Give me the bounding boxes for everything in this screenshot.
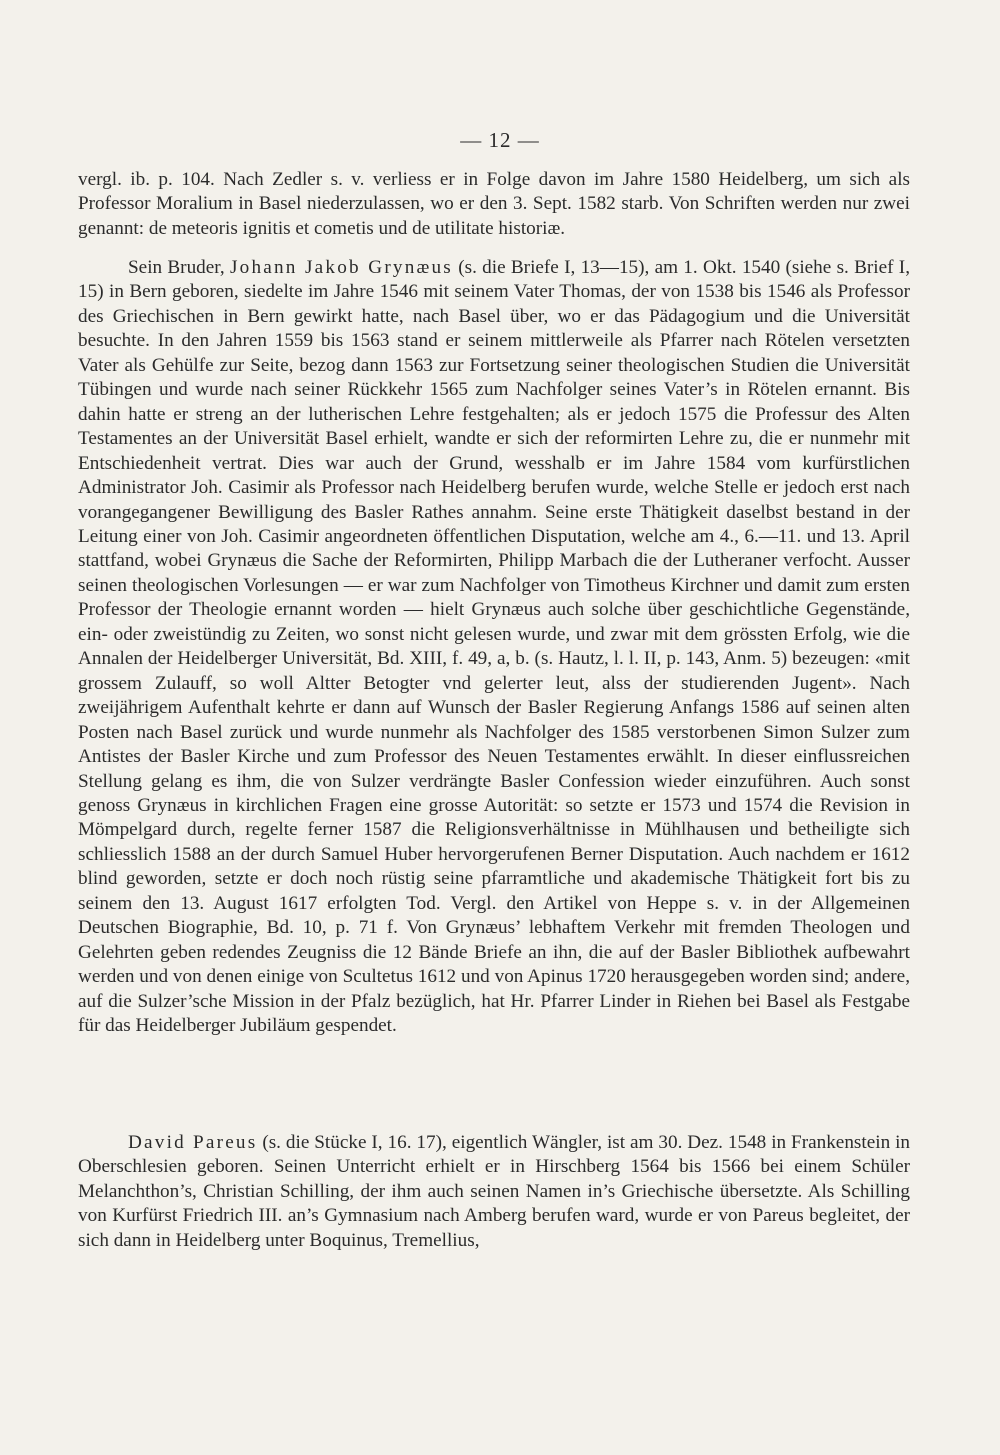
paragraph-text: (s. die Stücke I, 16. 17), eigentlich Wängler, ist am 30. Dez. 1548 in Frankenstein in Oberschlesien geboren. Seinen Unterricht erhielt er in Hirschberg 1564 bis 1566 bei einem Schüler Melanchthon’s, Christian Schilling, der ihm auch seinen Namen in’s Griechische übersetzte. Als Schilling von Kurfürst Friedrich III. an’s Gymnasium nach Amberg berufen ward, wurde er von Pareus begleitet, der sich dann in Heidelberg unter Boquinus, Tremellius,	[78, 1132, 911, 1251]
paragraph-text: (s. die Briefe I, 13—15), am 1. Okt. 1540 (siehe s. Brief I, 15) in Bern geboren, siedelte im Jahre 1546 mit seinem Vater Thomas, der von 1538 bis 1546 als Professor des Griechischen in Bern gewirkt hatte, nach Basel über, wo er das Pädagogium und die Universität besuchte. In den Jahren 1559 bis 1563 stand er seinem mittlerweile als Pfarrer nach Rötelen versetzten Vater als Gehülfe zur Seite, bezog dann 1563 zur Fortsetzung seiner theologischen Studien die Universität Tübingen und wurde nach seiner Rückkehr 1565 zum Nachfolger seines Vater’s in Rötelen ernannt. Bis dahin hatte er streng an der lutherischen Lehre festgehalten; als er jedoch 1575 die Professur des Alten Testamentes an der Universität Basel erhielt, wandte er sich der reformirten Lehre zu, die er nunmehr mit Entschiedenheit vertrat. Dies war auch der Grund, wesshalb er im Jahre 1584 vom kurfürstlichen Administrator Joh. Casimir als Professor nach Heidelberg berufen wurde, welche Stelle er jedoch erst nach vorangegangener Bewilligung des Basler Rathes annahm. Seine erste Thätigkeit daselbst bestand in der Leitung einer von Joh. Casimir angeordneten öffentlichen Disputation, welche am 4., 6.—11. und 13. April stattfand, wobei Grynæus die Sache der Reformirten, Philipp Marbach die der Lutheraner verfocht. Ausser seinen theologischen Vorlesungen — er war zum Nachfolger von Timotheus Kirchner und damit zum ersten Professor der Theologie ernannt worden — hielt Grynæus auch solche über geschichtliche Gegenstände, ein- oder zweistündig zu Zeiten, wo sonst nicht gelesen wurde, und zwar mit dem grössten Erfolg, wie die Annalen der Heidelberger Universität, Bd. XIII, f. 49, a, b. (s. Hautz, l. l. II, p. 143, Anm. 5) bezeugen: «mit grossem Zulauff, so woll Altter Betogter vnd gelerter leut, alss der studierenden Jugent». Nach zweijährigem Aufenthalt kehrte er dann auf Wunsch der Basler Regierung Anfangs 1586 auf seinen alten Posten nach Basel zurück und wurde nunmehr als Nachfolger des 1585 verstorbenen Simon Sulzer zum Antistes der Basler Kirche und zum Professor des Neuen Testamentes erwählt. In dieser einflussreichen Stellung gelang es ihm, die von Sulzer verdrängte Basler Confession wieder einzuführen. Auch sonst genoss Grynæus in kirchlichen Fragen eine grosse Autorität: so setzte er 1573 und 1574 die Revision in Mömpelgard durch, regelte ferner 1587 die Religionsverhältnisse in Mühlhausen und betheiligte sich schliesslich 1588 an der durch Samuel Huber hervorgerufenen Berner Disputation. Auch nachdem er 1612 blind geworden, setzte er doch noch rüstig seine pfarramtliche und akademische Thätigkeit fort bis zu seinem den 13. August 1617 erfolgten Tod. Vergl. den Artikel von Heppe s. v. in der Allgemeinen Deutschen Biographie, Bd. 10, p. 71 f. Von Grynæus’ lebhaftem Verkehr mit fremden Theologen und Gelehrten geben redendes Zeugniss die 12 Bände Briefe an ihn, die auf der Basler Bibliothek aufbewahrt werden und von denen einige von Scultetus 1612 und von Apinus 1720 herausgegeben worden sind; andere, auf die Sulzer’sche Mission in der Pfalz bezüglich, hat Hr. Pfarrer Linder in Riehen bei Basel als Festgabe für das Heidelberger Jubiläum gespendet.	[78, 257, 910, 1037]
paragraph-grynaeus	[78, 256, 910, 1039]
paragraph-lead: Sein Bruder,	[128, 257, 225, 278]
person-name: David Pareus	[128, 1132, 258, 1153]
paragraph-body	[78, 256, 910, 1039]
page-number: — 12 —	[460, 128, 540, 152]
paragraph-pareus	[78, 1131, 910, 1253]
person-name: Johann Jakob Grynæus	[229, 257, 453, 278]
paragraph-continuation	[78, 168, 910, 241]
paragraph-body	[78, 1131, 910, 1253]
paragraph-text: vergl. ib. p. 104. Nach Zedler s. v. verliess er in Folge davon im Jahre 1580 Heidelberg, um sich als Professor Moralium in Basel niederzulassen, wo er den 3. Sept. 1582 starb. Von Schriften werden nur zwei genannt: de meteoris ignitis et cometis und de utilitate historiæ.	[78, 169, 910, 239]
